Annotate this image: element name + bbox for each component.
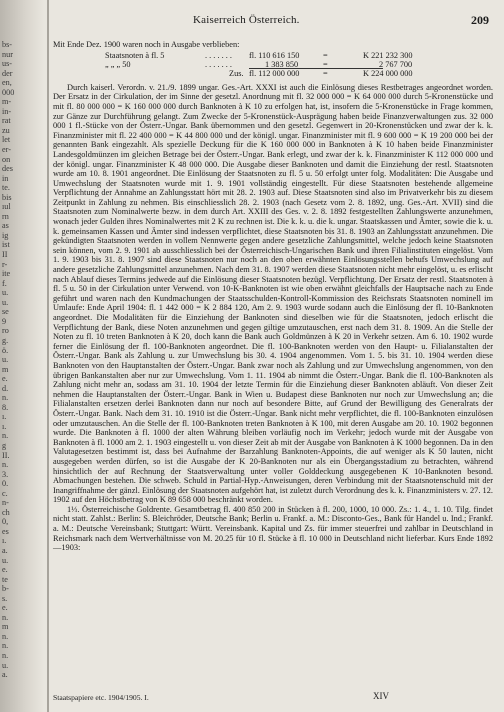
margin-fragment: n.: [2, 431, 9, 441]
circulation-table: [53, 51, 493, 79]
margin-fragment: 0,: [2, 517, 9, 527]
margin-fragment: c.: [2, 488, 8, 498]
margin-fragment: n.: [2, 651, 9, 660]
margin-fragment: ist: [2, 240, 10, 250]
row-dots: . . . . . . .: [205, 50, 232, 60]
margin-fragment: ı.: [2, 536, 7, 546]
margin-fragment: 9: [2, 316, 7, 326]
margin-fragment: let: [2, 135, 11, 145]
margin-fragment: te: [2, 574, 8, 584]
margin-fragment: II.: [2, 450, 10, 460]
margin-fragment: n.: [2, 631, 9, 641]
row-label: „ „ „ 50: [105, 59, 131, 69]
row-dots: . . . . . . .: [205, 59, 232, 69]
body-paragraph: 1⅓. Österreichische Goldrente. Gesamtbetrag fl. 400 850 200 in Stücken à fl. 200, 1000, 10 000. Zs.: 1. 4., 1. 10. Tilg. findet nicht statt. Zahlst.: Berlin: S. Bleichröder, Deutsche Bank; Berlin u. Frankf. a. M.: Disconto-Ges., Bank für Handel u. Ind.; Frankf. a. M.: Deutsche Vereinsbank; Stuttgart: Württ. Vereinsbank. Kapital und Zs. für immer steuerfrei und zahlbar in Deutschland in Reichsmark nach dem Wertverhältnisse von M. 20.25 für 10 fl. Stücke à fl. 10 000 in Deutschland nicht lieferbar. Kurs Ende 1892—1903:: [53, 504, 493, 553]
table-row: [53, 51, 493, 60]
sum-florins: fl. 112 000 000: [249, 69, 300, 79]
row-kronen: K 221 232 300: [363, 50, 413, 60]
margin-fragment: bis: [2, 192, 12, 202]
margin-fragment: n.: [2, 460, 9, 470]
margin-fragment: zu: [2, 125, 10, 135]
margin-fragment: des: [2, 164, 13, 174]
margin-fragment: ig: [2, 230, 9, 240]
margin-fragment: 000: [2, 87, 15, 97]
sum-kronen: K 224 000 000: [363, 69, 413, 79]
margin-fragment: u.: [2, 297, 9, 307]
margin-fragment: u.: [2, 555, 9, 565]
margin-fragment: b-: [2, 584, 9, 594]
facing-page-text-fragments: [2, 40, 42, 680]
intro-line: Mit Ende Dez. 1900 waren noch in Ausgabe verblieben:: [53, 40, 240, 49]
margin-fragment: en,: [2, 78, 12, 88]
margin-fragment: 0.: [2, 479, 9, 489]
body-text: [53, 83, 493, 553]
margin-fragment: bs-: [2, 40, 13, 49]
margin-fragment: u.: [2, 288, 9, 298]
margin-fragment: m: [2, 622, 9, 632]
margin-fragment: g.: [2, 335, 9, 345]
margin-fragment: a.: [2, 545, 8, 555]
table-sum-row: [53, 69, 493, 78]
margin-fragment: ro: [2, 326, 9, 336]
running-head: [53, 14, 493, 30]
margin-fragment: 3.: [2, 469, 9, 479]
running-title: Kaiserreich Österreich.: [193, 14, 300, 26]
margin-fragment: es: [2, 526, 9, 536]
margin-fragment: ö.: [2, 345, 9, 355]
binding-fold: [47, 0, 49, 712]
row-label: Staatsnoten à fl. 5: [105, 50, 165, 60]
margin-fragment: e.: [2, 565, 8, 575]
document-page: [53, 14, 493, 704]
margin-fragment: e.: [2, 374, 8, 384]
row-equals: =: [323, 50, 328, 60]
margin-fragment: n.: [2, 641, 9, 651]
margin-fragment: s.: [2, 593, 8, 603]
page-footer: [53, 691, 493, 703]
margin-fragment: nur: [2, 49, 13, 59]
sum-label: Zus.: [229, 69, 244, 79]
margin-fragment: a.: [2, 670, 8, 680]
margin-fragment: ch: [2, 507, 10, 517]
margin-fragment: rn: [2, 211, 9, 221]
margin-fragment: er-: [2, 145, 11, 155]
margin-fragment: se: [2, 307, 9, 317]
margin-fragment: in-: [2, 106, 12, 116]
margin-fragment: u.: [2, 660, 9, 670]
margin-fragment: rat: [2, 116, 11, 126]
signature-mark: XIV: [373, 691, 389, 701]
margin-fragment: te.: [2, 183, 10, 193]
margin-fragment: as: [2, 221, 9, 231]
row-florins: fl. 110 616 150: [249, 50, 300, 60]
margin-fragment: n.: [2, 612, 9, 622]
margin-fragment: n-: [2, 498, 9, 508]
margin-fragment: 8.: [2, 402, 9, 412]
margin-fragment: u.: [2, 355, 9, 365]
margin-fragment: on: [2, 154, 11, 164]
margin-fragment: f.: [2, 278, 7, 288]
margin-fragment: e.: [2, 603, 8, 613]
footer-left: Staatspapiere etc. 1904/1905. I.: [53, 693, 149, 702]
margin-fragment: m: [2, 364, 9, 374]
row-kronen: 2 767 700: [379, 59, 413, 69]
margin-fragment: ıul: [2, 202, 11, 212]
margin-fragment: us-: [2, 59, 13, 69]
margin-fragment: in: [2, 173, 9, 183]
margin-fragment: II: [2, 250, 8, 260]
margin-fragment: ite: [2, 269, 11, 279]
margin-fragment: d.: [2, 383, 9, 393]
margin-fragment: ı.: [2, 412, 7, 422]
row-equals: =: [323, 59, 328, 69]
margin-fragment: r-: [2, 259, 8, 269]
row-florins: 1 383 850: [265, 59, 299, 69]
margin-fragment: g: [2, 440, 7, 450]
body-paragraph: Durch kaiserl. Verordn. v. 21./9. 1899 ungar. Ges.-Art. XXXI ist auch die Einlösung dieses Restbetrages angeordnet worden. Der Ersatz in der Cirkulation, der im Sinne der gesetzl. Anordnung mit fl. 32 000 000 = K 64 000 000 durch 5-Kronenstücke und mit fl. 80 000 000 = K 160 000 000 durch Banknoten à K 10 zu erfolgen hat, ist, insofern die 5-Kronenstücke in Frage kommen, zur Gänze zur Durchführung gelangt. Zum Zwecke der 5-Kronenstück-Ausprägung haben beide Finanzverwaltungen zus. 32 000 000 1 fl.-Stücke von der Österr.-Ungar. Bank übernommen und den gesetzl. Gegenwert in 20-Kronenstücken und zwar der k. k. Finanzminister mit fl. 22 400 000 = K 44 800 000 und der königl. ungar. Finanzminister mit fl. 9 600 000 = K 19 200 000 bei der genannten Bank eingezahlt. Als spezielle Deckung für die K 160 000 000 in Banknoten à K 10 haben beide Finanzminister Landesgoldmünzen im gleichen Betrage bei der Österr.-Ungar. Bank erlegt, und zwar der k. k. Finanzminister K 112 000 000 und der königl. ungar. Finanzminister K 48 000 000. Die Ausgabe dieser Banknoten und damit die Einziehung der restl. Staatsnoten wurde am 10. 8. 1901 angeordnet. Die Einlösung der Staatsnoten zu fl. 5 u. 50 erfolgt unter folg. Modalitäten: Die Ausgabe und Umwechslung der Staatsnoten wurde mit 1. 9. 1901 vollständig eingestellt. Für diese Staatsnoten bestehende allgemeine Verpflichtung der Annahme an Zahlungsstatt hört mit 28. 2. 1903 auf. Diese Staatsnoten sind also im Privatverkehr bis zu diesem Zeitpunkt in Zahlung zu nehmen. Bis einschliesslich 28. 2. 1903 (nach Gesetz vom 2. 8. 1892, ung. Ges.-Art. XVII) sind die Staatsnoten zum Nominalwerte bezw. in dem durch Art. XXIII des Ges. v. 2. 8. 1892 festgestellten Zahlungswerte anzunehmen, wonach jeder Gulden ihres Nominalwertes mit 2 K zu rechnen ist. Die k. k. u. die k. ungar. Staatskassen und Ämter, sowie die k. u. k. gemeinsamen Kassen und Ämter sind indessen verpflichtet, diese Staatsnoten bis 31. 8. 1903 an Zahlungsstatt anzunehmen. Die gekündigten Staatsnoten werden in vollem Nennwerte gegen andere gesetzliche Zahlungsmittel, welche jedoch keine Staatsnoten sein können, vom 2. 9. 1901 ab ausschliesslich bei der Österreichisch-Ungarischen Bank und ihren Filialinstituten eingelöst. Vom 1. 9. 1903 bis 31. 8. 1907 sind diese Staatsnoten nur noch an den oben erwähnten Einlösungsstellen behufs Umwechslung auf andere gesetzliche Zahlungsmittel anzunehmen. Nach dem 31. 8. 1907 werden diese Staatsnoten nicht mehr eingelöst, u. es erlischt nach Ablauf dieses Termins jedwede auf die Einlösung dieser Staatsnoten bezügl. Verpflichtung. Der Ersatz der restl. Staatsnoten à fl. 5 u. 50 in der Cirkulation unter Verwend. von 10-K-Banknoten ist wie oben erwähnt gleichfalls der Hauptsache nach zu Ende geführt und waren nach den Kundmachungen der Staatsschulden-Kontroll-Kommission des Reichsrats Staatsnoten nominell im Umlaufe: Ende April 1904: fl. 1 442 000 = K 2 884 120, Am 2. 9. 1903 wurde sodann auch die Einlösung der fl. 10-Banknoten angeordnet. Die Modalitäten für die Einziehung der Banknoten sind dieselben wie für die Staatsnoten, jedoch erlischt die Verpflichtung der Bank, diese Noten anzunehmen und gegen giltige umzutauschen, erst nach dem 31. 8. 1909. An die Stelle der Noten zu fl. 10 treten Banknoten à K 20, doch kann die Bank auch Goldmünzen à K 20 in Verkehr setzen. Am 6. 10. 1902 wurde ferner die Einlösung der fl. 100-Banknoten angeordnet. Die fl. 100-Banknoten werden von den Haupt- u. Filialanstalten der Österr.-Ungar. Bank als Zahlung u. zur Umwechslung bis 30. 4. 1904 angenommen. Vom 1. 5. bis 31. 10. 1904 werden diese Banknoten von den Hauptanstalten der Österr.-Ungar. Bank zwar noch als Zahlung und zur Umwechslung angenommen, von den übrigen Bankanstalten aber nur zur Umwechslung. Vom 1. 11. 1904 ab nimmt die Österr.-Ungar. Bank die fl. 100-Banknoten als Zahlung nicht mehr an, sodass am 31. 10. 1904 der letzte Termin für die Einziehung dieser Banknoten abläuft. Von dieser Zeit nehmen die Hauptanstalten der Österr.-Ungar. Bank in Wien u. Budapest diese Banknoten nur noch zur Umwechslung an; die Filialanstalten ersetzen derlei Banknoten dann nur noch auf besondere Bitte, auf Grund der Bewilligung des Generalrats der Österr.-Ungar. Bank. Nach dem 31. 10. 1910 ist die Österr.-Ungar. Bank nicht mehr verpflichtet, die fl. 100-Banknoten einzulösen oder umzutauschen. An die Stelle der fl. 100-Banknoten treten Banknoten à K 100, mit deren Ausgabe am 20. 10. 1902 begonnen wurde. Die Banknoten à fl. 1000 der alten Währung bleiben vorläufig noch im Verkehr; jedoch wurde mit der Ausgabe von Banknoten à fl. 1000 am 2. 1. 1903 eingestellt u. von dieser Zeit ab mit der Ausgabe von Banknoten à K 1000 begonnen. Da in den Valutagesetzen bestimmt ist, dass bei Aufnahme der Barzahlung Banknoten-Appoints, die auf weniger als K 50 lauten, nicht ausgegeben werden dürfen, so ist die Ausgabe der K 20-Banknoten nur als ein Übergangsstadium zu betrachten, während hinsichtlich der auf Rechnung der Staatsverwaltung unter voller Golddeckung ausgegebenen K 10-Banknoten besond. Abmachungen bestehen. Die schweb. Schuld in Partial-Hyp.-Anweisungen, deren Verbindung mit der Staatsnotenschuld mit der Inangriffnahme der gänzl. Einlösung der Staatsnoten aufgehört hat, ist zuletzt durch Verordnung des k. k. Finanzministers v. 27. 12. 1902 auf den Höchstbetrag von K 89 658 000 beschränkt worden.: [53, 82, 493, 505]
page-number: 209: [471, 13, 489, 27]
margin-fragment: n.: [2, 393, 9, 403]
margin-fragment: der: [2, 68, 13, 78]
margin-fragment: m-: [2, 97, 12, 107]
margin-fragment: ı.: [2, 421, 7, 431]
sum-equals: =: [323, 69, 328, 79]
